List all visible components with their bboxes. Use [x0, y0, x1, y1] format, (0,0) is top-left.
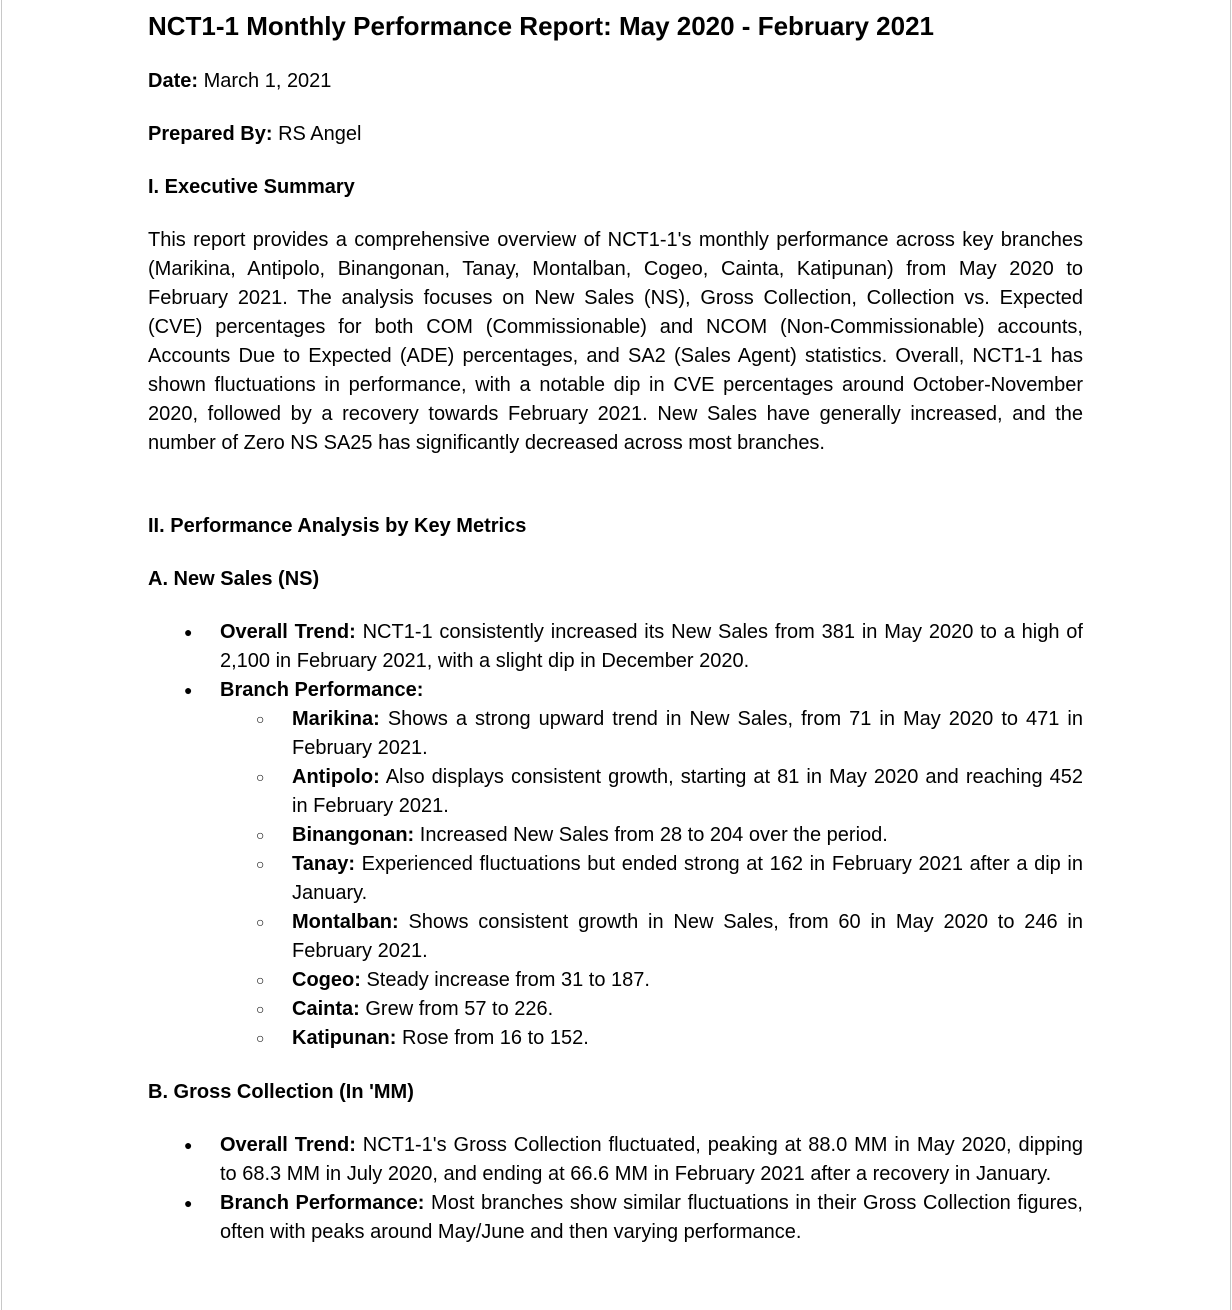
prepared-by-value: RS Angel: [278, 123, 362, 145]
report-title: NCT1-1 Monthly Performance Report: May 2020 - February 2021: [148, 11, 935, 41]
branch-binangonan: [220, 821, 1083, 850]
branch-label: Montalban:: [292, 911, 399, 933]
branch-label: Katipunan:: [292, 1027, 397, 1049]
executive-summary-text: This report provides a comprehensive overview of NCT1-1's monthly performance across key branches (Marikina, Antipolo, Binangonan, Tanay, Montalban, Cogeo, Cainta, Katipunan) from May 2020 to February 2021. The analysis focuses on New Sales (NS), Gross Collection, Collection vs. Expected (CVE) percentages for both COM (Commissionable) and NCOM (Non-Commissionable) accounts, Accounts Due to Expected (ADE) percentages, and SA2 (Sales Agent) statistics. Overall, NCT1-1 has shown fluctuations in performance, with a notable dip in CVE percentages around October-November 2020, followed by a recovery towards February 2021. New Sales have generally increased, and the number of Zero NS SA25 has significantly decreased across most branches.: [148, 229, 1083, 454]
new-sales-overall-item: [148, 618, 1083, 676]
branch-label: Cainta:: [292, 998, 360, 1020]
page-border-right: [1230, 0, 1231, 1310]
item-label: Overall Trend:: [220, 1134, 356, 1156]
item-label: Branch Performance:: [220, 679, 424, 701]
executive-summary-heading: I. Executive Summary: [148, 176, 355, 198]
gross-collection-overall-item: [148, 1131, 1083, 1189]
date-line: [148, 67, 331, 96]
branch-text: Increased New Sales from 28 to 204 over the period.: [414, 824, 888, 846]
branch-text: Also displays consistent growth, starting at 81 in May 2020 and reaching 452 in February 2021.: [292, 766, 1083, 817]
branch-marikina: [220, 705, 1083, 763]
branch-antipolo: [220, 763, 1083, 821]
item-label: Overall Trend:: [220, 621, 356, 643]
date-label: Date:: [148, 70, 199, 92]
branch-tanay: [220, 850, 1083, 908]
branch-text: Steady increase from 31 to 187.: [360, 969, 650, 991]
page-border-left: [1, 0, 2, 1310]
branch-label: Marikina:: [292, 708, 380, 730]
branch-cainta: [220, 995, 1083, 1024]
branch-text: Rose from 16 to 152.: [396, 1027, 589, 1049]
prepared-by-line: [148, 120, 361, 149]
gross-collection-branch-item: [148, 1189, 1083, 1247]
item-label: Branch Performance:: [220, 1192, 425, 1214]
new-sales-branch-item: [148, 676, 1083, 1053]
date-value: March 1, 2021: [203, 70, 332, 92]
branch-text: Shows consistent growth in New Sales, from 60 in May 2020 to 246 in February 2021.: [292, 911, 1083, 962]
new-sales-list: [148, 618, 1083, 1053]
branch-list: [220, 705, 1083, 1053]
branch-label: Cogeo:: [292, 969, 361, 991]
gross-collection-list: [148, 1131, 1083, 1247]
branch-label: Tanay:: [292, 853, 355, 875]
branch-label: Antipolo:: [292, 766, 380, 788]
branch-text: Grew from 57 to 226.: [359, 998, 554, 1020]
branch-text: Experienced fluctuations but ended strong at 162 in February 2021 after a dip in January.: [292, 853, 1083, 904]
performance-analysis-heading: II. Performance Analysis by Key Metrics: [148, 515, 527, 537]
branch-montalban: [220, 908, 1083, 966]
item-text: Most branches show similar fluctuations in their Gross Collection figures, often with peaks around May/June and then varying performance.: [220, 1192, 1083, 1243]
branch-cogeo: [220, 966, 1083, 995]
branch-text: Shows a strong upward trend in New Sales, from 71 in May 2020 to 471 in February 2021.: [292, 708, 1083, 759]
branch-label: Binangonan:: [292, 824, 415, 846]
branch-katipunan: [220, 1024, 1083, 1053]
gross-collection-heading: B. Gross Collection (In 'MM): [148, 1081, 414, 1103]
item-text: NCT1-1's Gross Collection fluctuated, peaking at 88.0 MM in May 2020, dipping to 68.3 MM in July 2020, and ending at 66.6 MM in February 2021 after a recovery in January.: [220, 1134, 1083, 1185]
new-sales-heading: A. New Sales (NS): [148, 568, 320, 590]
prepared-by-label: Prepared By:: [148, 123, 273, 145]
item-text: NCT1-1 consistently increased its New Sales from 381 in May 2020 to a high of 2,100 in February 2021, with a slight dip in December 2020.: [220, 621, 1083, 672]
